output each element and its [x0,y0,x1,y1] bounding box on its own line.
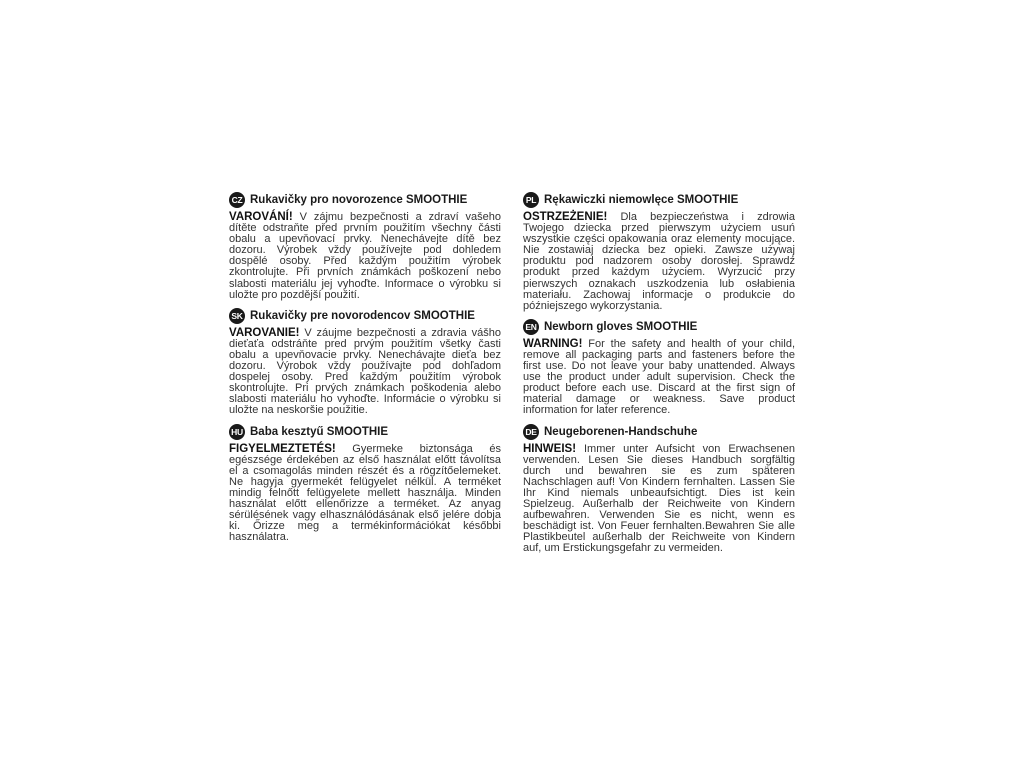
language-badge-en: EN [523,319,539,335]
section-body: V záujme bezpečnosti a zdravia vášho dieťaťa odstráňte pred prvým použitím všetky časti obalu a upevňovacie prvky. Nenechávajte dieťa bez dozoru. Výrobok vždy používajte pod dohľadom dospelej osoby. Pred každým použitím výrobok skontrolujte. Pri prvých známkach poškodenia alebo slabosti materiálu ho vyhoďte. Informácie o výrobku si uložte na neskoršie použitie. [229,326,501,417]
language-badge-sk: SK [229,308,245,324]
section-body: Gyermeke biztonsága és egészsége érdekében az első használat előtt távolítsa el a csomagolás minden részét és a rögzítőelemeket. Ne hagyja gyermekét felügyelet nélkül. A terméket mindig felnőtt felügyelete mellett használja. Minden használat előtt ellenőrizze a terméket. Az anyag sérülésének vagy elhasználódásának első jelére dobja ki. Őrizze meg a termékinformációkat későbbi használatra. [229,442,501,544]
warning-label: HINWEIS! [523,442,577,455]
section-sk [229,308,501,417]
section-heading [229,308,501,324]
section-text [229,444,501,544]
section-title: Neugeborenen-Handschuhe [544,425,698,438]
section-heading [523,319,795,335]
warning-label: VAROVANIE! [229,326,300,339]
section-heading [229,192,501,208]
section-de [523,424,795,555]
warning-label: FIGYELMEZTETÉS! [229,442,336,455]
section-pl [523,192,795,312]
language-badge-cz: CZ [229,192,245,208]
language-badge-de: DE [523,424,539,440]
left-column [229,192,501,550]
section-text [523,212,795,312]
section-text [229,328,501,417]
section-heading [523,424,795,440]
section-cz [229,192,501,301]
section-body: Immer unter Aufsicht von Erwachsenen verwenden. Lesen Sie dieses Handbuch sorgfältig durch und bewahren sie es zum späteren Nachschlagen auf! Von Kindern fernhalten. Lassen Sie Ihr Kind niemals unbeaufsichtigt. Dies ist kein Spielzeug. Außerhalb der Reichweite von Kindern aufbewahren. Verwenden Sie es nicht, wenn es beschädigt ist. Von Feuer fernhalten.Bewahren Sie alle Plastikbeutel außerhalb der Reichweite von Kindern auf, um Erstickungsgefahr zu vermeiden. [523,442,795,555]
warning-label: WARNING! [523,337,583,350]
section-text [523,444,795,555]
section-title: Baba kesztyű SMOOTHIE [250,425,389,438]
section-en [523,319,795,417]
language-badge-hu: HU [229,424,245,440]
warning-label: VAROVÁNÍ! [229,211,293,223]
section-title: Rękawiczki niemowlęce SMOOTHIE [544,194,739,206]
section-body: V zájmu bezpečnosti a zdraví vašeho dítěte odstraňte před prvním použitím všechny části obalu a upevňovací prvky. Nenechávejte dítě bez dozoru. Výrobek vždy používejte pod dohledem dospělé osoby. Před každým použitím výrobek zkontrolujte. Při prvních známkách poškození nebo slabosti materiálu jej vyhoďte. Informace o výrobku si uložte pro pozdější použití. [229,211,501,301]
section-text [229,212,501,301]
section-title: Newborn gloves SMOOTHIE [544,320,698,333]
section-title: Rukavičky pre novorodencov SMOOTHIE [250,309,475,322]
section-heading [229,424,501,440]
section-text [523,339,795,417]
language-badge-pl: PL [523,192,539,208]
warning-label: OSTRZEŻENIE! [523,211,608,223]
section-hu [229,424,501,544]
section-body: Dla bezpieczeństwa i zdrowia Twojego dziecka przed pierwszym użyciem usuń wszystkie części opakowania oraz elementy mocujące. Nie zostawiaj dziecka bez opieki. Zawsze używaj produktu pod nadzorem osoby dorosłej. Sprawdź produkt przed każdym użyciem. Wyrzucić przy pierwszych oznakach uszkodzenia lub osłabienia materiału. Zachowaj informacje o produkcie do późniejszego wykorzystania. [523,211,795,312]
section-title: Rukavičky pro novorozence SMOOTHIE [250,194,468,206]
right-column [523,192,795,561]
section-body: For the safety and health of your child, remove all packaging parts and fasteners before the first use. Do not leave your baby unattended. Always use the product under adult supervision. Check the product before each use. Discard at the first sign of material damage or weakness. Save product information for later reference. [523,337,795,417]
section-heading [523,192,795,208]
